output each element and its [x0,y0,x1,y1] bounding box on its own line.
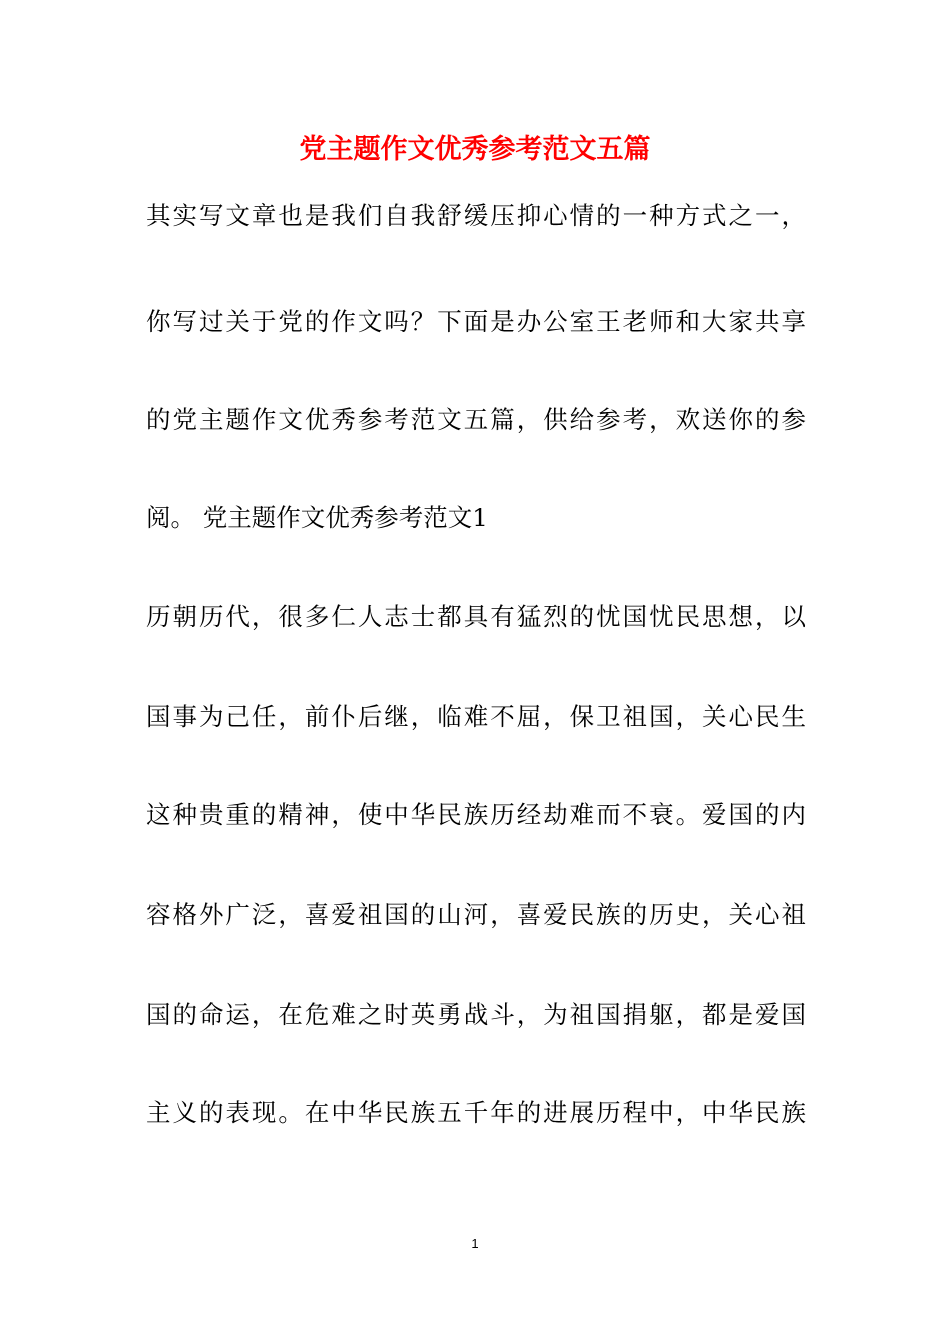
body-line: 国事为己任，前仆后继，临难不屈，保卫祖国，关心民生 [146,702,806,731]
body-line: 这种贵重的精神，使中华民族历经劫难而不衰。爱国的内 [146,800,806,829]
body-line: 其实写文章也是我们自我舒缓压抑心情的一种方式之一， [146,201,806,230]
body-line: 你写过关于党的作文吗？下面是办公室王老师和大家共享 [146,307,806,336]
body-line: 容格外广泛，喜爱祖国的山河，喜爱民族的历史，关心祖 [146,900,806,929]
body-line: 的党主题作文优秀参考范文五篇，供给参考，欢送你的参 [146,405,806,434]
body-line: 主义的表现。在中华民族五千年的进展历程中，中华民族 [146,1098,806,1127]
document-title: 党主题作文优秀参考范文五篇 [299,134,651,165]
body-line: 阅。 党主题作文优秀参考范文1 [146,503,488,532]
body-line: 历朝历代，很多仁人志士都具有猛烈的忧国忧民思想，以 [146,602,806,631]
body-line: 国的命运，在危难之时英勇战斗，为祖国捐躯，都是爱国 [146,1000,806,1029]
page-number: 1 [471,1236,479,1251]
